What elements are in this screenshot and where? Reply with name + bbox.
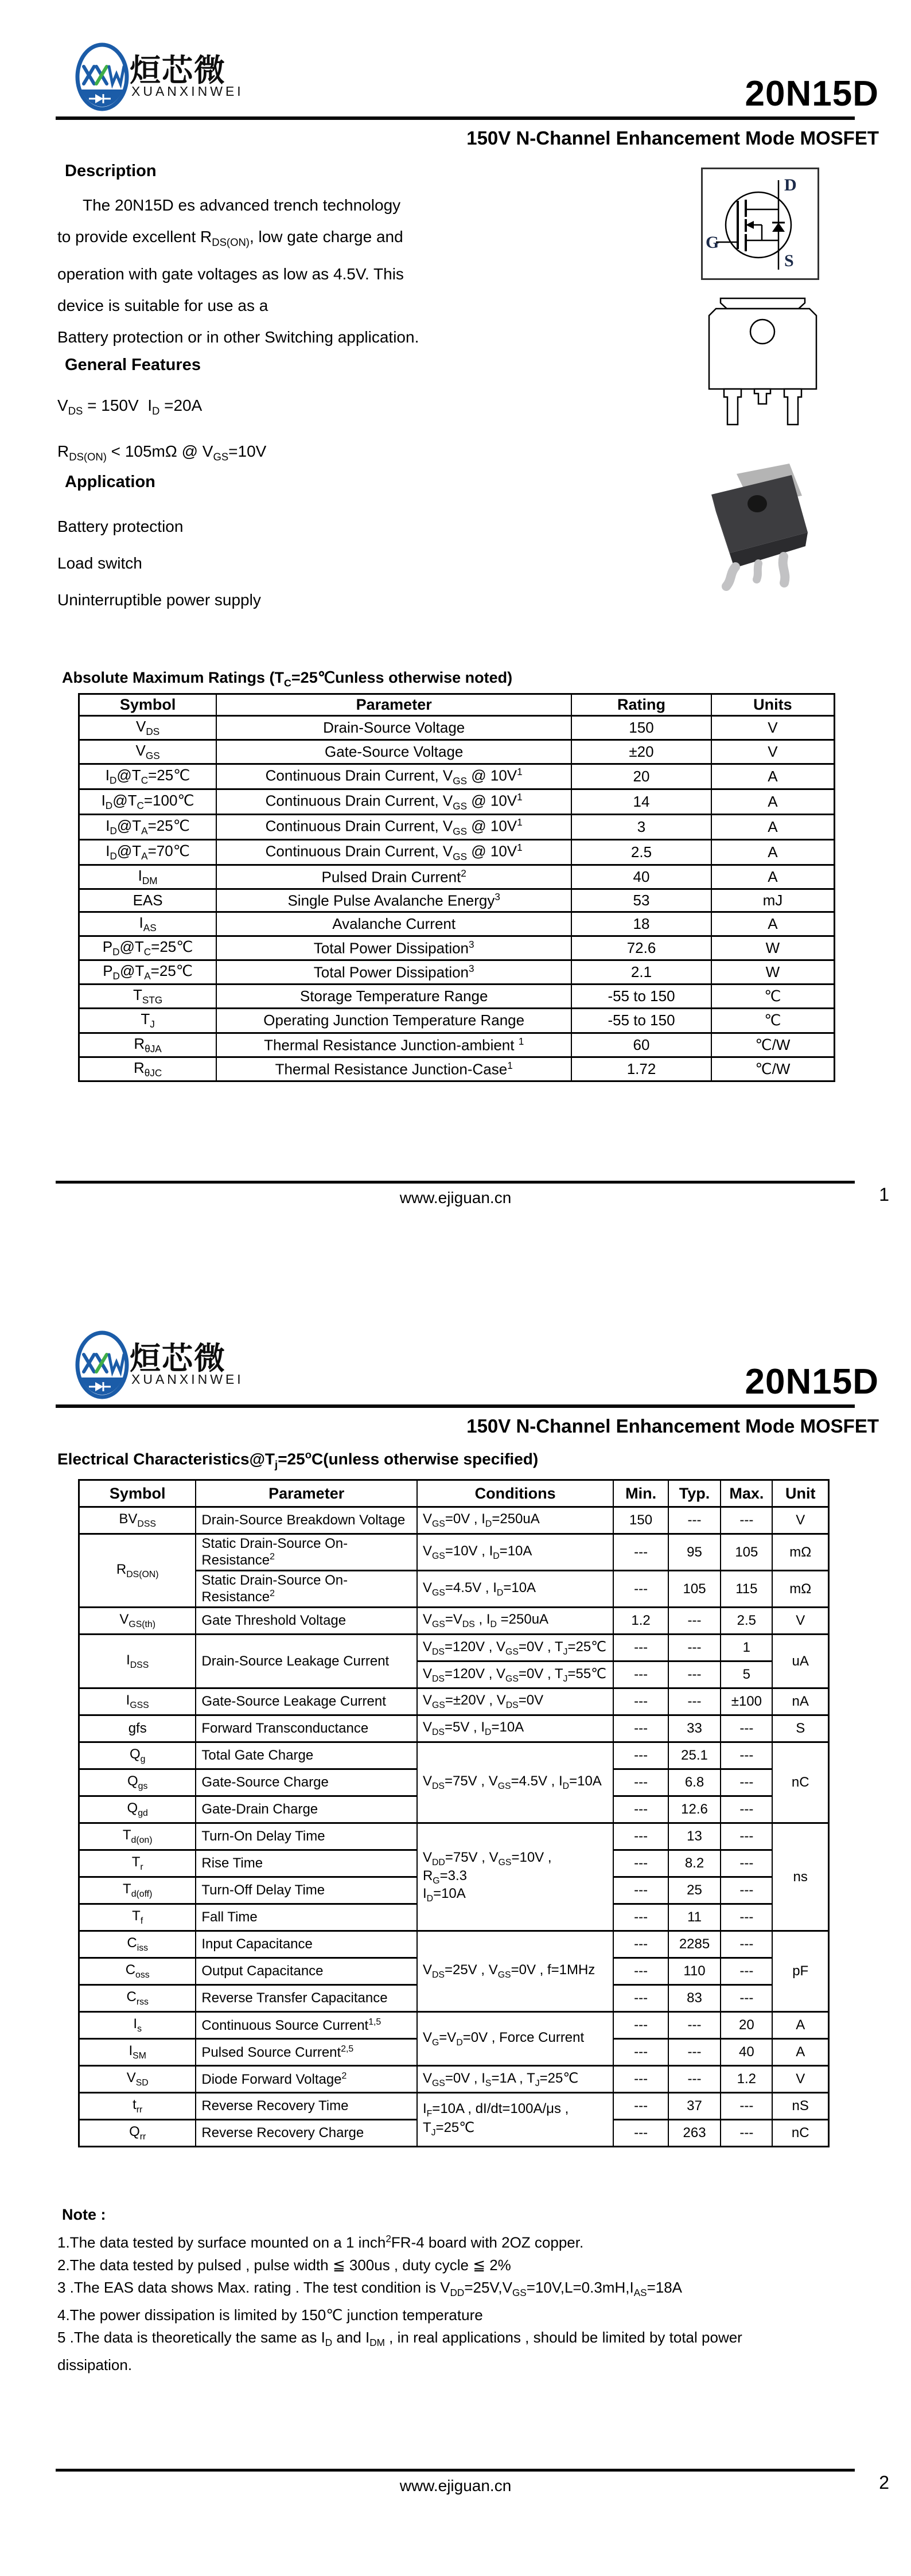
gate-label: G — [706, 233, 719, 252]
table-row — [79, 1507, 829, 1534]
table-cell: $Q_{gd}$ — [79, 1796, 196, 1823]
table-cell: gfs — [79, 1715, 196, 1742]
table-cell: 37 — [668, 2093, 721, 2120]
table-cell: 20 — [571, 764, 711, 789]
text-line: The 20N15D es advanced trench technology — [83, 196, 401, 214]
table-cell: $V_{GS}=0V$ , $I_D=250uA$ — [417, 1507, 613, 1534]
table-row — [79, 1033, 835, 1057]
brand-name-chinese: 烜芯微 — [130, 1341, 226, 1376]
source-label: S — [784, 251, 794, 270]
table-cell: ℃/W — [711, 1057, 835, 1081]
table-cell: $I_D@T_A=70℃$ — [79, 839, 217, 865]
table-cell: Output Capacitance — [196, 1958, 417, 1985]
table-cell: 150 — [613, 1507, 668, 1534]
table-cell: 1.2 — [721, 2066, 772, 2093]
table-cell: A — [711, 865, 835, 889]
table-cell: $T_{STG}$ — [79, 985, 217, 1009]
general-features-heading: General Features — [65, 356, 201, 374]
table-cell: --- — [613, 1958, 668, 1985]
column-header: Conditions — [417, 1480, 613, 1507]
table-cell: 8.2 — [668, 1850, 721, 1877]
table-cell: $V_{DS}=75V$ , $V_{GS}=4.5V$ , $I_D=10A$ — [417, 1742, 613, 1823]
table-row — [79, 1057, 835, 1081]
application-list — [57, 508, 493, 618]
table-cell: --- — [721, 1958, 772, 1985]
table-cell: $V_{DS}=25V$ , $V_{GS}=0V$ , f=1MHz — [417, 1931, 613, 2012]
text-line: Load switch — [57, 554, 142, 572]
table-cell: $R_{\theta JC}$ — [79, 1057, 217, 1081]
table-cell: Gate-Drain Charge — [196, 1796, 417, 1823]
table-cell: Drain-Source Leakage Current — [196, 1635, 417, 1688]
table-cell: V — [711, 740, 835, 764]
table-cell: 40 — [571, 865, 711, 889]
table-cell: --- — [721, 2120, 772, 2147]
table-cell: Static Drain-Source On-Resistance$^2$ — [196, 1534, 417, 1571]
table-cell: --- — [668, 1635, 721, 1661]
table-cell: Total Power Dissipation$^3$ — [216, 936, 571, 960]
table-cell: --- — [613, 2093, 668, 2120]
table-cell: A — [711, 912, 835, 936]
table-cell: 40 — [721, 2039, 772, 2066]
table-cell: --- — [613, 1534, 668, 1571]
table-cell: --- — [613, 1769, 668, 1796]
table-cell: $I_{SM}$ — [79, 2039, 196, 2066]
table-cell: 3 — [571, 815, 711, 840]
table-cell: $T_J$ — [79, 1009, 217, 1033]
table-row — [79, 1534, 829, 1571]
table-cell: 2285 — [668, 1931, 721, 1958]
table-cell: 53 — [571, 889, 711, 912]
table-cell: Gate-Source Voltage — [216, 740, 571, 764]
table-header-row — [79, 1480, 829, 1507]
table-row — [79, 1715, 829, 1742]
datasheet-page-2 — [0, 1288, 911, 2576]
footer-divider — [56, 1181, 855, 1184]
table-cell: 110 — [668, 1958, 721, 1985]
table-cell: 1 — [721, 1635, 772, 1661]
table-row — [79, 716, 835, 740]
table-cell: Thermal Resistance Junction-ambient $^1$ — [216, 1033, 571, 1057]
absolute-maximum-ratings-table — [78, 693, 835, 1082]
table-cell: $V_{SD}$ — [79, 2066, 196, 2093]
table-cell: S — [772, 1715, 828, 1742]
table-row — [79, 740, 835, 764]
electrical-characteristics-table — [78, 1479, 830, 2147]
text-line: device is suitable for use as a — [57, 296, 268, 314]
column-header: Parameter — [216, 694, 571, 716]
column-header: Parameter — [196, 1480, 417, 1507]
table-cell: $C_{oss}$ — [79, 1958, 196, 1985]
table-cell: 6.8 — [668, 1769, 721, 1796]
table-cell: Rise Time — [196, 1850, 417, 1877]
table-cell: 25.1 — [668, 1742, 721, 1769]
abs-max-heading: Absolute Maximum Ratings ($T_C=25℃unless$ otherwise noted) — [62, 669, 513, 689]
table-cell: 13 — [668, 1823, 721, 1850]
table-cell: 105 — [721, 1534, 772, 1571]
table-cell: $T_{d(on)}$ — [79, 1823, 196, 1850]
table-cell: $V_{DD}=75V$ , $V_{GS}=10V$ , $R_G=3.3$ $I_D=10A$ — [417, 1823, 613, 1931]
table-cell: --- — [668, 1661, 721, 1688]
brand-name-chinese: 烜芯微 — [130, 53, 226, 88]
column-header: Symbol — [79, 1480, 196, 1507]
table-cell: A — [772, 2012, 828, 2039]
table-cell: $T_f$ — [79, 1904, 196, 1931]
table-row — [79, 764, 835, 789]
table-cell: uA — [772, 1635, 828, 1688]
column-header: Symbol — [79, 694, 217, 716]
table-cell: Pulsed Drain Current$^2$ — [216, 865, 571, 889]
table-row — [79, 789, 835, 815]
table-cell: -55 to 150 — [571, 1009, 711, 1033]
text-line: 3 .The EAS data shows Max. rating . The test condition is $V_{DD}=25V,V_{GS}=10V,L=0.3mH,I_{AS}=18A$ — [57, 2278, 683, 2298]
table-cell: 115 — [721, 1571, 772, 1608]
column-header: Typ. — [668, 1480, 721, 1507]
table-cell: nS — [772, 2093, 828, 2120]
table-cell: --- — [613, 1796, 668, 1823]
table-cell: --- — [613, 1661, 668, 1688]
table-cell: 25 — [668, 1877, 721, 1904]
table-cell: $P_D@T_A=25℃$ — [79, 960, 217, 984]
table-cell: --- — [668, 2039, 721, 2066]
text-line: to provide excellent $R_{DS(ON)}$, low gate charge and — [57, 228, 403, 248]
table-cell: $V_{DS}=5V$ , $I_D=10A$ — [417, 1715, 613, 1742]
table-cell: --- — [721, 1742, 772, 1769]
brand-name-english: XUANXINWEI — [131, 84, 244, 99]
table-cell: --- — [613, 1823, 668, 1850]
text-line: 1.The data tested by surface mounted on a 1 inch$^2$FR-4 board with 2OZ copper. — [57, 2233, 584, 2251]
table-cell: --- — [613, 2039, 668, 2066]
table-cell: Diode Forward Voltage$^2$ — [196, 2066, 417, 2093]
table-cell: 2.5 — [571, 839, 711, 865]
table-cell: Static Drain-Source On-Resistance$^2$ — [196, 1571, 417, 1608]
table-header-row — [79, 694, 835, 716]
table-cell: Gate Threshold Voltage — [196, 1608, 417, 1635]
text-line: 2.The data tested by pulsed , pulse width ≦ 300us , duty cycle ≦ 2% — [57, 2256, 511, 2274]
table-cell: $T_r$ — [79, 1850, 196, 1877]
application-heading: Application — [65, 473, 155, 491]
table-row — [79, 2012, 829, 2039]
table-cell: Reverse Recovery Charge — [196, 2120, 417, 2147]
column-header: Min. — [613, 1480, 668, 1507]
description-heading: Description — [65, 162, 157, 180]
table-cell: --- — [721, 1507, 772, 1534]
text-line: $R_{DS(ON)} < 105m\Omega$ @ $V_{GS}=10V$ — [57, 442, 267, 463]
table-cell: Turn-Off Delay Time — [196, 1877, 417, 1904]
package-3d-image — [703, 458, 816, 596]
table-cell: --- — [613, 2012, 668, 2039]
table-cell: Gate-Source Charge — [196, 1769, 417, 1796]
table-cell: 2.1 — [571, 960, 711, 984]
table-cell: 60 — [571, 1033, 711, 1057]
table-cell: ±100 — [721, 1688, 772, 1715]
column-header: Unit — [772, 1480, 828, 1507]
table-cell: --- — [613, 1850, 668, 1877]
table-cell: $V_{DS}=120V$ , $V_{GS}=0V$ , $T_J=55℃$ — [417, 1661, 613, 1688]
table-cell: $V_{DS}$ — [79, 716, 217, 740]
table-cell: Drain-Source Breakdown Voltage — [196, 1507, 417, 1534]
table-cell: ±20 — [571, 740, 711, 764]
table-cell: Fall Time — [196, 1904, 417, 1931]
table-cell: $I_s$ — [79, 2012, 196, 2039]
page-subtitle: 150V N-Channel Enhancement Mode MOSFET — [466, 1415, 879, 1437]
brand-logo-icon — [75, 42, 130, 111]
table-cell: ℃ — [711, 985, 835, 1009]
table-cell: --- — [721, 1769, 772, 1796]
table-cell: Drain-Source Voltage — [216, 716, 571, 740]
table-cell: $R_{DS(ON)}$ — [79, 1534, 196, 1608]
table-cell: $P_D@T_C=25℃$ — [79, 936, 217, 960]
table-cell: $T_{d(off)}$ — [79, 1877, 196, 1904]
table-cell: $V_G=V_D=0V$ , Force Current — [417, 2012, 613, 2066]
table-cell: --- — [721, 1904, 772, 1931]
table-cell: --- — [613, 1715, 668, 1742]
table-row — [79, 839, 835, 865]
table-cell: A — [711, 815, 835, 840]
table-cell: A — [772, 2039, 828, 2066]
table-cell: --- — [668, 1608, 721, 1635]
footer-url: www.ejiguan.cn — [399, 2477, 512, 2495]
table-cell: mΩ — [772, 1571, 828, 1608]
table-row — [79, 1608, 829, 1635]
page-number: 1 — [879, 1184, 889, 1205]
text-line: operation with gate voltages as low as 4.5V. This — [57, 264, 404, 283]
table-cell: $V_{GS}=10V$ , $I_D=10A$ — [417, 1534, 613, 1571]
table-cell: $BV_{DSS}$ — [79, 1507, 196, 1534]
table-cell: $Q_{rr}$ — [79, 2120, 196, 2147]
table-cell: --- — [721, 1985, 772, 2012]
table-row — [79, 1931, 829, 1958]
table-cell: -55 to 150 — [571, 985, 711, 1009]
table-cell: $R_{\theta JA}$ — [79, 1033, 217, 1057]
table-cell: 263 — [668, 2120, 721, 2147]
table-cell: 2.5 — [721, 1608, 772, 1635]
table-cell: Single Pulse Avalanche Energy$^3$ — [216, 889, 571, 912]
table-cell: 1.2 — [613, 1608, 668, 1635]
table-cell: Reverse Transfer Capacitance — [196, 1985, 417, 2012]
table-row — [79, 889, 835, 912]
table-cell: --- — [721, 1877, 772, 1904]
text-line: 5 .The data is theoretically the same as $I_D$ and $I_{DM}$ , in real applications , should be limited by total power — [57, 2328, 742, 2349]
table-cell: Operating Junction Temperature Range — [216, 1009, 571, 1033]
table-cell: --- — [613, 1904, 668, 1931]
table-row — [79, 1688, 829, 1715]
table-cell: 11 — [668, 1904, 721, 1931]
column-header: Units — [711, 694, 835, 716]
table-cell: 150 — [571, 716, 711, 740]
table-cell: $V_{GS}=0V$ , $I_S=1A$ , $T_J=25℃$ — [417, 2066, 613, 2093]
table-cell: $Q_{gs}$ — [79, 1769, 196, 1796]
table-cell: $C_{iss}$ — [79, 1931, 196, 1958]
table-cell: 95 — [668, 1534, 721, 1571]
table-cell: W — [711, 936, 835, 960]
note-list — [57, 2228, 826, 2376]
table-cell: --- — [721, 1823, 772, 1850]
text-line: Battery protection — [57, 517, 184, 535]
table-cell: $V_{GS}$ — [79, 740, 217, 764]
table-cell: $V_{GS(th)}$ — [79, 1608, 196, 1635]
table-cell: V — [772, 1507, 828, 1534]
table-cell: V — [711, 716, 835, 740]
table-cell: $V_{GS}=V_{DS}$ , $I_D =250uA$ — [417, 1608, 613, 1635]
table-cell: ℃/W — [711, 1033, 835, 1057]
brand-logo-icon — [75, 1330, 130, 1399]
column-header: Rating — [571, 694, 711, 716]
table-cell: $V_{DS}=120V$ , $V_{GS}=0V$ , $T_J=25℃$ — [417, 1635, 613, 1661]
table-cell: 18 — [571, 912, 711, 936]
table-cell: --- — [613, 1688, 668, 1715]
table-cell: mΩ — [772, 1534, 828, 1571]
text-line: Uninterruptible power supply — [57, 591, 261, 609]
table-cell: ns — [772, 1823, 828, 1931]
table-cell: --- — [613, 1571, 668, 1608]
footer-url: www.ejiguan.cn — [399, 1189, 512, 1207]
table-row — [79, 1742, 829, 1769]
table-cell: A — [711, 839, 835, 865]
header-divider — [56, 1404, 855, 1408]
general-features-text — [57, 386, 493, 477]
table-cell: 105 — [668, 1571, 721, 1608]
table-cell: $I_F=10A$ , dI/dt=100A/μs , $T_J=25℃$ — [417, 2093, 613, 2147]
table-row — [79, 936, 835, 960]
header-divider — [56, 116, 855, 120]
part-number-title: 20N15D — [745, 74, 879, 114]
table-cell: --- — [721, 1850, 772, 1877]
table-cell: Total Gate Charge — [196, 1742, 417, 1769]
table-cell: --- — [721, 1796, 772, 1823]
column-header: Max. — [721, 1480, 772, 1507]
table-row — [79, 2093, 829, 2120]
table-cell: V — [772, 2066, 828, 2093]
table-cell: --- — [668, 1507, 721, 1534]
table-cell: $I_D@T_A=25℃$ — [79, 815, 217, 840]
table-cell: Gate-Source Leakage Current — [196, 1688, 417, 1715]
package-outline-drawing — [701, 296, 824, 435]
table-cell: Thermal Resistance Junction-Case$^1$ — [216, 1057, 571, 1081]
table-cell: nC — [772, 2120, 828, 2147]
brand-name-english: XUANXINWEI — [131, 1372, 244, 1387]
table-row — [79, 960, 835, 984]
table-cell: $C_{rss}$ — [79, 1985, 196, 2012]
page-subtitle: 150V N-Channel Enhancement Mode MOSFET — [466, 127, 879, 149]
table-row — [79, 1009, 835, 1033]
table-row — [79, 865, 835, 889]
table-cell: nC — [772, 1742, 828, 1823]
table-cell: 12.6 — [668, 1796, 721, 1823]
table-cell: --- — [721, 1715, 772, 1742]
table-row — [79, 912, 835, 936]
mosfet-symbol-diagram — [701, 168, 819, 280]
table-cell: $I_D@T_C=25℃$ — [79, 764, 217, 789]
electrical-characteristics-heading: Electrical $Characteristics@T_j=25^oC(unless$ otherwise specified) — [57, 1449, 539, 1470]
text-line: $V_{DS} = 150V$ $I_D =20A$ — [57, 396, 203, 417]
page-number: 2 — [879, 2472, 889, 2493]
table-cell: $Q_g$ — [79, 1742, 196, 1769]
table-cell: $I_{GSS}$ — [79, 1688, 196, 1715]
text-line: 4.The power dissipation is limited by 150℃ junction temperature — [57, 2306, 483, 2324]
table-cell: Avalanche Current — [216, 912, 571, 936]
drain-label: D — [784, 176, 797, 194]
table-cell: 20 — [721, 2012, 772, 2039]
table-cell: W — [711, 960, 835, 984]
table-cell: V — [772, 1608, 828, 1635]
table-cell: Total Power Dissipation$^3$ — [216, 960, 571, 984]
table-cell: --- — [613, 1931, 668, 1958]
table-cell: Continuous Drain Current, $V_{GS}$ @ $10V^1$ — [216, 789, 571, 815]
table-cell: $I_D@T_C=100℃$ — [79, 789, 217, 815]
table-cell: --- — [613, 1877, 668, 1904]
table-cell: pF — [772, 1931, 828, 2012]
table-cell: $V_{GS}=4.5V$ , $I_D=10A$ — [417, 1571, 613, 1608]
table-cell: Input Capacitance — [196, 1931, 417, 1958]
table-cell: A — [711, 764, 835, 789]
table-cell: ℃ — [711, 1009, 835, 1033]
table-cell: --- — [721, 1931, 772, 1958]
table-cell: 14 — [571, 789, 711, 815]
table-cell: --- — [721, 2093, 772, 2120]
part-number-title: 20N15D — [745, 1362, 879, 1402]
table-cell: mJ — [711, 889, 835, 912]
table-cell: --- — [613, 2120, 668, 2147]
table-row — [79, 1635, 829, 1661]
table-cell: --- — [613, 1635, 668, 1661]
table-cell: $V_{GS}=\pm 20V$ , $V_{DS}=0V$ — [417, 1688, 613, 1715]
table-row — [79, 2066, 829, 2093]
table-cell: Continuous Drain Current, $V_{GS}$ @ $10V^1$ — [216, 764, 571, 789]
table-cell: Turn-On Delay Time — [196, 1823, 417, 1850]
table-cell: Forward Transconductance — [196, 1715, 417, 1742]
table-cell: nA — [772, 1688, 828, 1715]
footer-divider — [56, 2469, 855, 2472]
table-cell: 83 — [668, 1985, 721, 2012]
table-cell: --- — [668, 1688, 721, 1715]
table-cell: Continuous Drain Current, $V_{GS}$ @ $10V^1$ — [216, 839, 571, 865]
table-cell: EAS — [79, 889, 217, 912]
table-cell: A — [711, 789, 835, 815]
table-cell: 5 — [721, 1661, 772, 1688]
table-row — [79, 1823, 829, 1850]
table-cell: $I_{DSS}$ — [79, 1635, 196, 1688]
text-line: dissipation. — [57, 2356, 133, 2374]
table-cell: --- — [668, 2066, 721, 2093]
table-row — [79, 815, 835, 840]
table-cell: 1.72 — [571, 1057, 711, 1081]
table-cell: $I_{AS}$ — [79, 912, 217, 936]
table-cell: 33 — [668, 1715, 721, 1742]
table-cell: $t_{rr}$ — [79, 2093, 196, 2120]
table-cell: --- — [613, 1742, 668, 1769]
table-cell: --- — [613, 1985, 668, 2012]
note-heading: Note : — [62, 2206, 106, 2223]
table-cell: --- — [613, 2066, 668, 2093]
table-row — [79, 985, 835, 1009]
table-cell: Storage Temperature Range — [216, 985, 571, 1009]
text-line: Battery protection or in other Switching application. — [57, 328, 419, 346]
description-text — [57, 189, 493, 353]
table-cell: 72.6 — [571, 936, 711, 960]
table-cell: --- — [668, 2012, 721, 2039]
table-cell: Reverse Recovery Time — [196, 2093, 417, 2120]
table-cell: Continuous Drain Current, $V_{GS}$ @ $10V^1$ — [216, 815, 571, 840]
table-cell: Pulsed Source Current$^{2,5}$ — [196, 2039, 417, 2066]
table-cell: Continuous Source Current$^{1,5}$ — [196, 2012, 417, 2039]
table-cell: $I_{DM}$ — [79, 865, 217, 889]
